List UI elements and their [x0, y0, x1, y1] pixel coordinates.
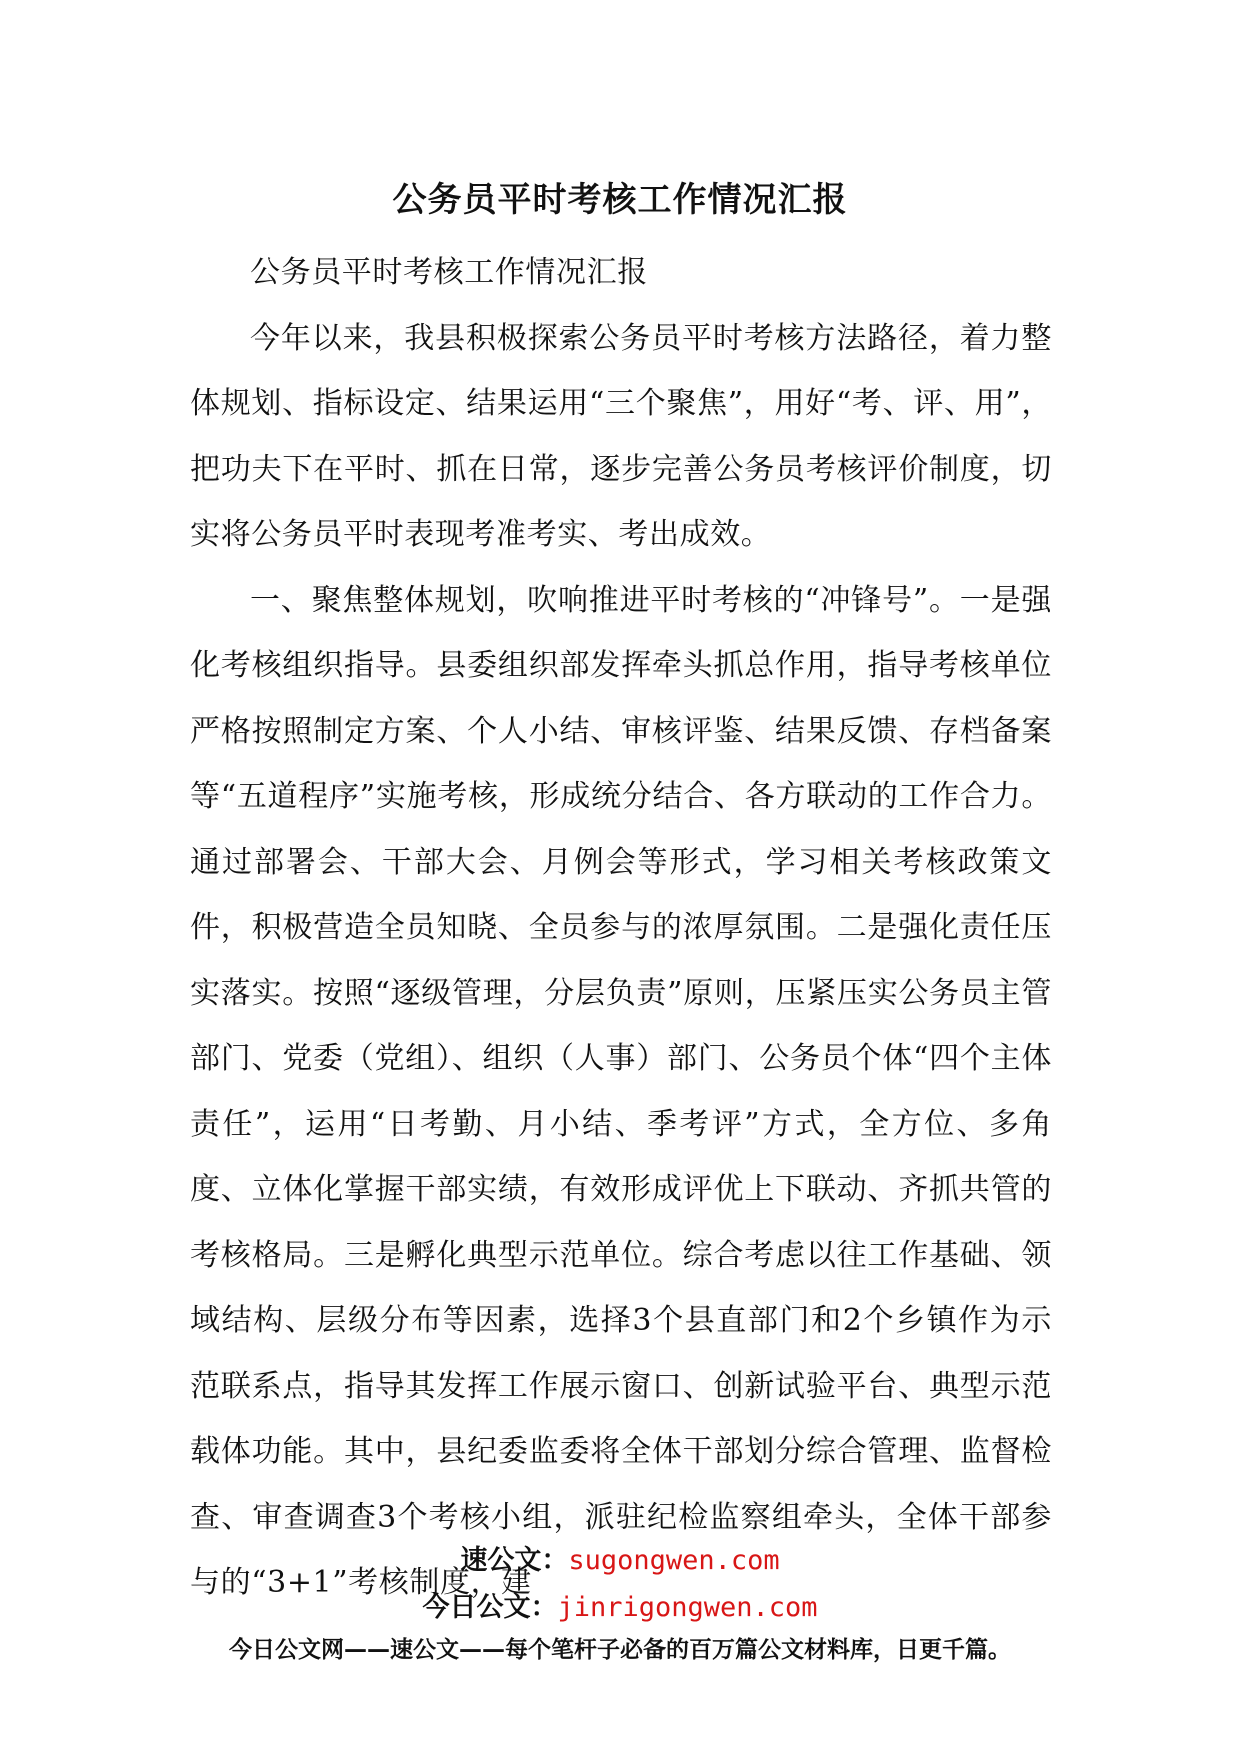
document-body: [190, 240, 1052, 1616]
footer-link-jinrigongwen[interactable]: jinrigongwen.com: [557, 1592, 818, 1623]
subtitle-paragraph: 公务员平时考核工作情况汇报: [250, 255, 648, 290]
section-one-paragraph: 一、聚焦整体规划，吹响推进平时考核的“冲锋号”。一是强化考核组织指导。县委组织部发挥牵头抓总作用，指导考核单位严格按照制定方案、个人小结、审核评鉴、结果反馈、存档备案等“五道程序”实施考核，形成统分结合、各方联动的工作合力。通过部署会、干部大会、月例会等形式，学习相关考核政策文件，积极营造全员知晓、全员参与的浓厚氛围。二是强化责任压实落实。按照“逐级管理，分层负责”原则，压紧压实公务员主管部门、党委（党组）、组织（人事）部门、公务员个体“四个主体责任”，运用“日考勤、月小结、季考评”方式，全方位、多角度、立体化掌握干部实绩，有效形成评优上下联动、齐抓共管的考核格局。三是孵化典型示范单位。综合考虑以往工作基础、领域结构、层级分布等因素，选择3个县直部门和2个乡镇作为示范联系点，指导其发挥工作展示窗口、创新试验平台、典型示范载体功能。其中，县纪委监委将全体干部划分综合管理、监督检查、审查调查3个考核小组，派驻纪检监察组牵头，全体干部参与的“3+1”考核制度，建: [190, 582, 1052, 1600]
footer-tagline: 今日公文网——速公文——每个笔杆子必备的百万篇公文材料库，日更千篇。: [229, 1637, 1011, 1663]
document-title: 公务员平时考核工作情况汇报: [392, 180, 848, 220]
footer-label-jinrigongwen: 今日公文：: [422, 1592, 558, 1623]
footer-label-sugongwen: 速公文：: [460, 1545, 569, 1576]
intro-paragraph: 今年以来，我县积极探索公务员平时考核方法路径，着力整体规划、指标设定、结果运用“三个聚焦”，用好“考、评、用”，把功夫下在平时、抓在日常，逐步完善公务员考核评价制度，切实将公务员平时表现考准考实、考出成效。: [190, 320, 1052, 552]
footer-link-sugongwen[interactable]: sugongwen.com: [568, 1545, 780, 1576]
footer-line-sugongwen: [0, 1543, 1240, 1579]
footer-line-jinrigongwen: [0, 1590, 1240, 1626]
